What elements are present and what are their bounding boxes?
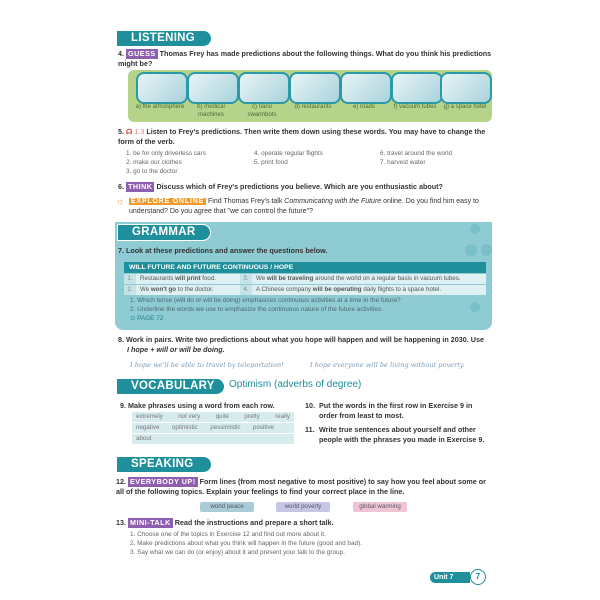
medical-machines-image (187, 72, 239, 104)
section-header-speaking: SPEAKING (117, 457, 211, 472)
grammar-table: WILL FUTURE AND FUTURE CONTINUOUS / HOPE 1. Restaurants will print food. 3. We will be traveling around the world on a regular basis in vacuum tubes. 2. We won't go to the doctor. 4. A Chinese company will be operating daily flights to a space hotel. (124, 262, 486, 295)
space-hotel-image (440, 72, 492, 104)
everybody-up-tag: EVERYBODY UP! (130, 477, 196, 486)
caption: f) vacuum tubes (393, 104, 437, 110)
example-answer: I hope everyone will be living without poverty. (310, 361, 465, 369)
caption: b) medical machines (197, 104, 225, 118)
word-list-col2: 4. operate regular flights 5. print food (254, 150, 323, 166)
exercise-7: 7. Look at these predictions and answer the questions below. (118, 246, 328, 255)
word-table (132, 412, 294, 445)
caption: g) a space hotel (443, 104, 487, 110)
section-header-listening: LISTENING (117, 31, 211, 46)
atmosphere-image (136, 72, 188, 104)
exercise-4: 4. GUESS Thomas Frey has made predictions about the following things. What do you think his predictions might be? (118, 49, 492, 68)
exercise-11: 11. Write true sentences about yourself and other people with the phrases you made in Exercise 9. (305, 425, 485, 444)
grammar-questions: 1. Which tense (will do or will be doing) emphasizes continuous activities at a time in the future? 2. Underline the words we use to emphasize the continuous nature of the future activities. ⊙ PAGE 72 (130, 297, 401, 322)
exercise-10: 10. Put the words in the first row in Exercise 9 in order from least to most. (305, 401, 473, 420)
mini-talk-instructions: 1. Choose one of the topics in Exercise 12 and find out more about it. 2. Make predictions about what you think will happen in the future (good and bad). 3. Say what we can do (or enjoy) about it and present your talk to the group. (130, 531, 362, 556)
word-list-col3: 6. travel around the world 7. harvest water (380, 150, 453, 166)
picture-strip (128, 70, 492, 122)
page-number: 7 (470, 569, 486, 585)
table-row: extremely not very quite pretty really (132, 412, 294, 422)
caption: c) nano swarmbots (247, 104, 277, 118)
roads-image (340, 72, 392, 104)
restaurants-image (289, 72, 341, 104)
caption: e) roads (352, 104, 375, 110)
table-row: 1. Restaurants will print food. 3. We will be traveling around the world on a regular basis in vacuum tubes. (124, 273, 486, 284)
exercise-5: 5. ☊ 1.3 Listen to Frey's predictions. Then write them down using these words. You may have to change the form of the verb. (118, 127, 486, 146)
headphones-icon[interactable]: ☊ (126, 127, 133, 136)
guess-tag: GUESS (128, 49, 156, 58)
table-row: negative optimistic pessimistic positive (132, 423, 294, 433)
topic-chip: world peace (200, 502, 254, 512)
caption: d) restaurants (294, 104, 332, 110)
table-row: 2. We won't go to the doctor. 4. A Chinese company will be operating daily flights to a space hotel. (124, 284, 486, 295)
topic-chip: world poverty (276, 502, 330, 512)
think-tag: THINK (128, 182, 153, 191)
section-header-vocabulary: VOCABULARY (117, 379, 224, 394)
exercise-6: 6. THINK Discuss which of Frey's predictions you believe. Which are you enthusiastic about? (118, 182, 443, 191)
topic-chip: global warming (353, 502, 407, 512)
word-list-col1: 1. be for only driverless cars 2. make our clothes 3. go to the doctor (126, 150, 206, 175)
page-reference-link[interactable]: ⊙ PAGE 72 (130, 314, 164, 322)
vocabulary-subtitle: Optimism (adverbs of degree) (229, 379, 362, 390)
example-answer: I hope we'll be able to travel by teleportation! (130, 361, 284, 369)
track-number: 1.3 (134, 127, 145, 136)
section-header-grammar: GRAMMAR (117, 224, 211, 241)
caption: a) the atmosphere (135, 104, 185, 110)
exercise-8: 8. Work in pairs. Write two predictions about what you hope will happen and will be happening in 2030. Use I hope + will or will be doing. (118, 335, 484, 354)
exercise-9: 9. Make phrases using a word from each row. (120, 401, 275, 410)
globe-icon: ☼ (116, 196, 125, 206)
exercise-13: 13. MINI-TALK Read the instructions and prepare a short talk. (116, 518, 334, 527)
vacuum-tubes-image (391, 72, 443, 104)
explore-online: EXPLORE ONLINE Find Thomas Frey's talk Communicating with the Future online. Do you find him easy to understand? Do you agree that "we can control the future"? (129, 198, 479, 215)
table-row: about (132, 434, 294, 444)
nano-swarmbots-image (238, 72, 290, 104)
mini-talk-tag: MINI-TALK (130, 518, 171, 527)
exercise-12: 12. EVERYBODY UP! Form lines (from most negative to most positive) to say how you feel about some or all of the following topics. Explain your feelings to find your correct place in the line. (116, 477, 486, 496)
unit-label: Unit 7 (430, 572, 470, 583)
